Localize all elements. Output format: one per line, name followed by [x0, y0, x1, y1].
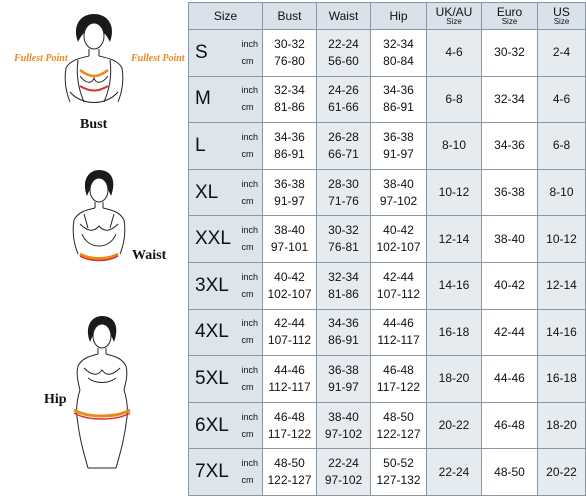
waist-cell: 36-38 91-97 — [317, 356, 371, 403]
units-label: inch cm — [241, 225, 258, 253]
bust-figure — [56, 12, 132, 116]
waist-cell: 32-34 81-86 — [317, 262, 371, 309]
units-label: inch cm — [241, 458, 258, 486]
waist-word: Waist — [132, 248, 167, 263]
size-row-4xl — [189, 309, 586, 356]
euro-cell: 40-42 — [482, 262, 538, 309]
size-row-5xl — [189, 356, 586, 403]
uk-au-cell: 22-24 — [427, 449, 482, 496]
size-row-7xl — [189, 449, 586, 496]
size-row-m — [189, 76, 586, 123]
size-label: 7XL — [195, 461, 229, 483]
euro-cell: 42-44 — [482, 309, 538, 356]
euro-cell: 48-50 — [482, 449, 538, 496]
hip-cell: 36-38 91-97 — [371, 123, 427, 170]
hip-cell: 42-44 107-112 — [371, 262, 427, 309]
size-label: XL — [195, 181, 219, 203]
uk-au-cell: 4-6 — [427, 30, 482, 77]
hip-figure-drawing — [70, 314, 134, 474]
uk-au-cell: 12-14 — [427, 216, 482, 263]
euro-cell: 32-34 — [482, 76, 538, 123]
size-cell — [189, 123, 263, 170]
size-row-6xl — [189, 402, 586, 449]
size-label: XXL — [195, 228, 231, 250]
bust-cell: 38-40 97-101 — [263, 216, 317, 263]
us-cell: 4-6 — [538, 76, 586, 123]
euro-cell: 34-36 — [482, 123, 538, 170]
bust-cell: 46-48 117-122 — [263, 402, 317, 449]
us-cell: 14-16 — [538, 309, 586, 356]
units-label: inch cm — [241, 318, 258, 346]
units-label: inch cm — [241, 178, 258, 206]
header-euro: Euro Size — [482, 3, 538, 30]
hip-cell: 40-42 102-107 — [371, 216, 427, 263]
size-label: 5XL — [195, 367, 229, 389]
euro-cell: 46-48 — [482, 402, 538, 449]
size-label: 6XL — [195, 414, 229, 436]
us-cell: 8-10 — [538, 169, 586, 216]
waist-cell: 22-24 97-102 — [317, 449, 371, 496]
uk-au-cell: 8-10 — [427, 123, 482, 170]
header-uk-au: UK/AU Size — [427, 3, 482, 30]
euro-cell: 30-32 — [482, 30, 538, 77]
size-chart-table — [188, 2, 586, 496]
size-label: 3XL — [195, 274, 229, 296]
header-hip: Hip — [371, 3, 427, 30]
uk-au-cell: 6-8 — [427, 76, 482, 123]
hip-cell: 44-46 112-117 — [371, 309, 427, 356]
waist-cell: 28-30 71-76 — [317, 169, 371, 216]
bust-cell: 48-50 122-127 — [263, 449, 317, 496]
us-cell: 12-14 — [538, 262, 586, 309]
units-label: inch cm — [241, 411, 258, 439]
hip-cell: 50-52 127-132 — [371, 449, 427, 496]
size-row-l — [189, 123, 586, 170]
header-row — [189, 3, 586, 30]
size-cell — [189, 169, 263, 216]
waist-cell: 34-36 86-91 — [317, 309, 371, 356]
bust-word: Bust — [80, 117, 108, 132]
uk-au-cell: 16-18 — [427, 309, 482, 356]
header-bust: Bust — [263, 3, 317, 30]
uk-au-cell: 10-12 — [427, 169, 482, 216]
units-label: inch cm — [241, 131, 258, 159]
hip-cell: 34-36 86-91 — [371, 76, 427, 123]
units-label: inch cm — [241, 271, 258, 299]
size-cell — [189, 30, 263, 77]
hip-cell: 32-34 80-84 — [371, 30, 427, 77]
bust-cell: 34-36 86-91 — [263, 123, 317, 170]
bust-left-label: Fullest Point — [14, 53, 68, 64]
us-cell: 20-22 — [538, 449, 586, 496]
units-label: inch cm — [241, 38, 258, 66]
size-row-3xl — [189, 262, 586, 309]
bust-cell: 40-42 102-107 — [263, 262, 317, 309]
bust-figure-drawing — [56, 12, 132, 116]
size-cell — [189, 449, 263, 496]
header-waist: Waist — [317, 3, 371, 30]
uk-au-cell: 14-16 — [427, 262, 482, 309]
size-cell — [189, 309, 263, 356]
us-cell: 18-20 — [538, 402, 586, 449]
bust-cell: 36-38 91-97 — [263, 169, 317, 216]
size-label: S — [195, 41, 208, 63]
size-row-xl — [189, 169, 586, 216]
size-cell — [189, 76, 263, 123]
header-size: Size — [189, 3, 263, 30]
bust-cell: 44-46 112-117 — [263, 356, 317, 403]
waist-cell: 24-26 61-66 — [317, 76, 371, 123]
waist-cell: 30-32 76-81 — [317, 216, 371, 263]
us-cell: 2-4 — [538, 30, 586, 77]
hip-cell: 48-50 122-127 — [371, 402, 427, 449]
hip-word: Hip — [44, 392, 67, 407]
bust-cell: 42-44 107-112 — [263, 309, 317, 356]
waist-cell: 22-24 56-60 — [317, 30, 371, 77]
size-rows — [189, 30, 586, 496]
units-label: inch cm — [241, 364, 258, 392]
bust-right-label: Fullest Point — [131, 53, 185, 64]
size-label: M — [195, 88, 211, 110]
us-cell: 10-12 — [538, 216, 586, 263]
us-cell: 16-18 — [538, 356, 586, 403]
size-row-s — [189, 30, 586, 77]
measurement-figures — [0, 0, 188, 496]
bust-cell: 32-34 81-86 — [263, 76, 317, 123]
units-label: inch cm — [241, 85, 258, 113]
hip-cell: 38-40 97-102 — [371, 169, 427, 216]
size-label: 4XL — [195, 321, 229, 343]
size-cell — [189, 262, 263, 309]
hip-cell: 46-48 117-122 — [371, 356, 427, 403]
size-cell — [189, 402, 263, 449]
waist-figure-drawing — [66, 168, 132, 268]
size-cell — [189, 216, 263, 263]
uk-au-cell: 18-20 — [427, 356, 482, 403]
size-cell — [189, 356, 263, 403]
euro-cell: 44-46 — [482, 356, 538, 403]
hip-figure — [70, 314, 134, 474]
waist-cell: 26-28 66-71 — [317, 123, 371, 170]
bust-cell: 30-32 76-80 — [263, 30, 317, 77]
size-label: L — [195, 134, 206, 156]
euro-cell: 38-40 — [482, 216, 538, 263]
size-row-xxl — [189, 216, 586, 263]
euro-cell: 36-38 — [482, 169, 538, 216]
waist-figure — [66, 168, 132, 268]
uk-au-cell: 20-22 — [427, 402, 482, 449]
waist-cell: 38-40 97-102 — [317, 402, 371, 449]
header-us: US Size — [538, 3, 586, 30]
us-cell: 6-8 — [538, 123, 586, 170]
